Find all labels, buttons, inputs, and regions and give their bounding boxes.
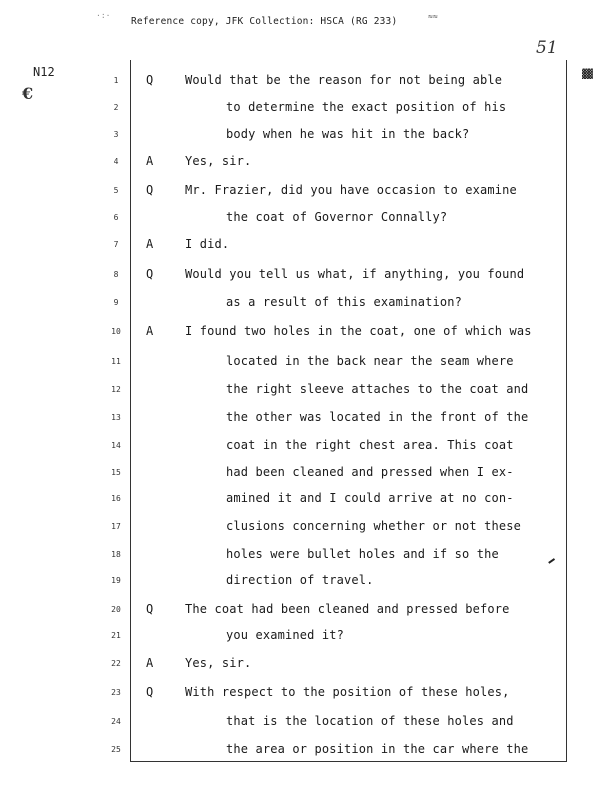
speaker-label: A xyxy=(146,324,154,338)
line-number: 12 xyxy=(111,385,121,394)
transcript-line xyxy=(0,742,612,762)
line-number: 1 xyxy=(113,76,119,85)
line-number: 22 xyxy=(111,659,121,668)
line-number: 7 xyxy=(113,240,119,249)
line-number: 8 xyxy=(113,270,119,279)
line-text: the right sleeve attaches to the coat and xyxy=(226,382,529,396)
line-text: Yes, sir. xyxy=(185,154,252,168)
line-text: the other was located in the front of the xyxy=(226,410,529,424)
speaker-label: Q xyxy=(146,73,154,87)
transcript-line xyxy=(0,295,612,315)
line-text: as a result of this examination? xyxy=(226,295,462,309)
speaker-label: A xyxy=(146,656,154,670)
line-number: 3 xyxy=(113,130,119,139)
line-number: 9 xyxy=(113,298,119,307)
scribble-mark: ≈≈ xyxy=(428,12,438,21)
transcript-line xyxy=(0,547,612,567)
line-text: the coat of Governor Connally? xyxy=(226,210,448,224)
line-number: 23 xyxy=(111,688,121,697)
transcript-line xyxy=(0,354,612,374)
line-number: 17 xyxy=(111,522,121,531)
line-text: you examined it? xyxy=(226,628,344,642)
transcript-line xyxy=(0,573,612,593)
line-number: 20 xyxy=(111,605,121,614)
line-number: 10 xyxy=(111,327,121,336)
line-text: Yes, sir. xyxy=(185,656,252,670)
page-number: 51 xyxy=(536,38,558,58)
line-number: 5 xyxy=(113,186,119,195)
transcript-line xyxy=(0,602,612,622)
line-number: 18 xyxy=(111,550,121,559)
line-text: I did. xyxy=(185,237,230,251)
transcript-line xyxy=(0,410,612,430)
line-text: that is the location of these holes and xyxy=(226,714,514,728)
speaker-label: Q xyxy=(146,267,154,281)
transcript-line xyxy=(0,491,612,511)
line-number: 11 xyxy=(111,357,121,366)
transcript-line xyxy=(0,438,612,458)
transcript-line xyxy=(0,714,612,734)
speaker-label: Q xyxy=(146,685,154,699)
line-text: direction of travel. xyxy=(226,573,374,587)
transcript-line xyxy=(0,324,612,344)
transcript-line xyxy=(0,382,612,402)
scribble-mark: ·:· xyxy=(96,11,111,20)
line-text: I found two holes in the coat, one of which was xyxy=(185,324,532,338)
margin-bracket-mark: € xyxy=(22,84,34,103)
transcript-line xyxy=(0,685,612,705)
speaker-label: Q xyxy=(146,183,154,197)
line-number: 2 xyxy=(113,103,119,112)
speaker-label: Q xyxy=(146,602,154,616)
line-text: Would that be the reason for not being able xyxy=(185,73,503,87)
line-text: coat in the right chest area. This coat xyxy=(226,438,514,452)
line-text: to determine the exact position of his xyxy=(226,100,507,114)
line-number: 16 xyxy=(111,494,121,503)
line-text: Would you tell us what, if anything, you found xyxy=(185,267,525,281)
line-text: clusions concerning whether or not these xyxy=(226,519,521,533)
edge-mark: ▓▓ xyxy=(582,70,593,80)
transcript-line xyxy=(0,519,612,539)
line-number: 14 xyxy=(111,441,121,450)
line-text: With respect to the position of these holes, xyxy=(185,685,510,699)
line-text: body when he was hit in the back? xyxy=(226,127,470,141)
line-text: had been cleaned and pressed when I ex- xyxy=(226,465,514,479)
line-number: 13 xyxy=(111,413,121,422)
speaker-label: A xyxy=(146,154,154,168)
transcript-line xyxy=(0,73,612,93)
margin-code: N12 xyxy=(33,65,55,79)
line-number: 25 xyxy=(111,745,121,754)
transcript-line xyxy=(0,127,612,147)
line-number: 21 xyxy=(111,631,121,640)
line-text: holes were bullet holes and if so the xyxy=(226,547,499,561)
line-number: 15 xyxy=(111,468,121,477)
transcript-line xyxy=(0,267,612,287)
line-text: amined it and I could arrive at no con- xyxy=(226,491,514,505)
line-number: 4 xyxy=(113,157,119,166)
transcript-line xyxy=(0,656,612,676)
line-text: The coat had been cleaned and pressed before xyxy=(185,602,510,616)
transcript-line xyxy=(0,465,612,485)
transcript-line xyxy=(0,210,612,230)
line-text: located in the back near the seam where xyxy=(226,354,514,368)
line-number: 19 xyxy=(111,576,121,585)
line-text: the area or position in the car where the xyxy=(226,742,529,756)
transcript-line xyxy=(0,154,612,174)
line-number: 24 xyxy=(111,717,121,726)
transcript-line xyxy=(0,100,612,120)
line-number: 6 xyxy=(113,213,119,222)
line-text: Mr. Frazier, did you have occasion to examine xyxy=(185,183,517,197)
speaker-label: A xyxy=(146,237,154,251)
transcript-line xyxy=(0,237,612,257)
transcript-line xyxy=(0,628,612,648)
transcript-line xyxy=(0,183,612,203)
reference-header: Reference copy, JFK Collection: HSCA (RG 233) xyxy=(131,16,398,27)
